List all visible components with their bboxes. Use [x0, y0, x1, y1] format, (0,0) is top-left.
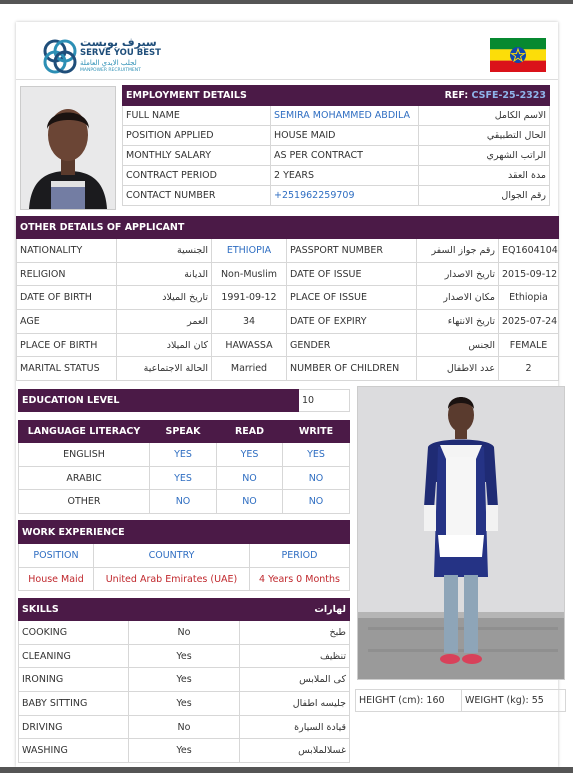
skills-title-ar: لهارات	[240, 599, 350, 621]
brand-name-ar: سيرف يوبست	[80, 36, 157, 49]
education-value: 10	[299, 390, 350, 412]
skill-name: WASHING	[19, 739, 129, 763]
other-details-row	[17, 333, 559, 357]
skill-name-ar: جليسه اطفال	[240, 692, 350, 716]
brand-tag-en: MANPOWER RECRUITMENT	[80, 68, 141, 73]
language-speak: NO	[150, 490, 217, 514]
ref-label: REF:	[444, 90, 469, 101]
language-row	[19, 466, 350, 490]
detail-value: Married	[212, 357, 287, 381]
detail-label-ar: تاريخ الاصدار	[417, 262, 499, 286]
detail-value: FEMALE	[499, 333, 559, 357]
detail-label: RELIGION	[17, 262, 117, 286]
detail-label-ar: رقم جواز السفر	[417, 239, 499, 263]
work-period: 4 Years 0 Months	[250, 567, 350, 591]
language-read: NO	[217, 490, 283, 514]
work-header-period: PERIOD	[250, 544, 350, 568]
skills-table	[18, 598, 350, 763]
skill-row	[19, 644, 350, 668]
language-speak: YES	[150, 443, 217, 467]
employment-row	[123, 166, 550, 186]
language-write: NO	[283, 490, 350, 514]
skill-row	[19, 692, 350, 716]
employment-label-ar: رقم الجوال	[419, 186, 550, 206]
employment-value: SEMIRA MOHAMMED ABDILA	[271, 106, 419, 126]
employment-row	[123, 106, 550, 126]
ref-cell	[419, 86, 550, 106]
education-table	[18, 389, 350, 412]
detail-label: NUMBER OF CHILDREN	[287, 357, 417, 381]
skill-value: Yes	[129, 692, 240, 716]
employment-label: POSITION APPLIED	[123, 126, 271, 146]
ref-value: CSFE-25-2323	[471, 90, 547, 101]
applicant-full-photo	[357, 386, 565, 680]
skill-name: COOKING	[19, 621, 129, 645]
other-details-row	[17, 239, 559, 263]
height-label: HEIGHT (cm):	[359, 695, 424, 706]
detail-value: EQ1604104	[499, 239, 559, 263]
detail-label-ar: الديانة	[117, 262, 212, 286]
employment-row	[123, 186, 550, 206]
employment-label-ar: الاسم الكامل	[419, 106, 550, 126]
detail-value: Non-Muslim	[212, 262, 287, 286]
detail-value: ETHIOPIA	[212, 239, 287, 263]
skills-title: SKILLS	[19, 599, 129, 621]
detail-label-ar: تاريخ الميلاد	[117, 286, 212, 310]
employment-label-ar: الحال التطبيقي	[419, 126, 550, 146]
skill-value: Yes	[129, 739, 240, 763]
bottom-bar	[0, 767, 573, 773]
skill-value: No	[129, 621, 240, 645]
detail-value: 1991-09-12	[212, 286, 287, 310]
skill-name: CLEANING	[19, 644, 129, 668]
language-header: READ	[217, 421, 283, 443]
employment-label: CONTACT NUMBER	[123, 186, 271, 206]
work-position: House Maid	[19, 567, 94, 591]
employment-label: MONTHLY SALARY	[123, 146, 271, 166]
contact-number-link[interactable]: +251962259709	[271, 186, 419, 206]
detail-label-ar: كان الميلاد	[117, 333, 212, 357]
employment-value: AS PER CONTRACT	[271, 146, 419, 166]
skill-row	[19, 739, 350, 763]
full-body-image	[358, 387, 564, 679]
detail-label: DATE OF EXPIRY	[287, 310, 417, 334]
skill-name-ar: طبخ	[240, 621, 350, 645]
detail-label: PASSPORT NUMBER	[287, 239, 417, 263]
applicant-portrait	[20, 86, 116, 210]
employment-details-table	[122, 85, 550, 206]
header-divider	[16, 79, 558, 80]
skill-name-ar: غسلالملابس	[240, 739, 350, 763]
employment-label: FULL NAME	[123, 106, 271, 126]
detail-label-ar: مكان الاصدار	[417, 286, 499, 310]
brand-name-en: SERVE YOU BEST	[80, 48, 161, 58]
weight-value: 55	[531, 695, 544, 706]
brand-tag-ar: لجلب الايدي العاملة	[80, 59, 137, 67]
detail-label: DATE OF BIRTH	[17, 286, 117, 310]
top-bar	[0, 0, 573, 4]
height-value: 160	[426, 695, 445, 706]
skill-value: No	[129, 715, 240, 739]
employment-label-ar: الراتب الشهري	[419, 146, 550, 166]
language-header: WRITE	[283, 421, 350, 443]
detail-label: DATE OF ISSUE	[287, 262, 417, 286]
employment-title: EMPLOYMENT DETAILS	[123, 86, 419, 106]
language-name: ENGLISH	[19, 443, 150, 467]
work-experience-title: WORK EXPERIENCE	[19, 521, 350, 544]
company-logo	[42, 36, 172, 80]
detail-label: AGE	[17, 310, 117, 334]
work-country: United Arab Emirates (UAE)	[94, 567, 250, 591]
other-details-table	[16, 216, 559, 381]
detail-label: MARITAL STATUS	[17, 357, 117, 381]
skill-row	[19, 621, 350, 645]
language-write: NO	[283, 466, 350, 490]
employment-label: CONTRACT PERIOD	[123, 166, 271, 186]
cv-sheet	[16, 22, 558, 767]
detail-label-ar: عدد الاطفال	[417, 357, 499, 381]
skill-name: BABY SITTING	[19, 692, 129, 716]
other-details-title: OTHER DETAILS OF APPLICANT	[17, 217, 559, 239]
detail-value: 2	[499, 357, 559, 381]
detail-label-ar: تاريخ الانتهاء	[417, 310, 499, 334]
skill-row	[19, 715, 350, 739]
education-label: EDUCATION LEVEL	[19, 390, 299, 412]
detail-label: PLACE OF ISSUE	[287, 286, 417, 310]
language-name: OTHER	[19, 490, 150, 514]
language-speak: YES	[150, 466, 217, 490]
detail-value: 34	[212, 310, 287, 334]
detail-value: Ethiopia	[499, 286, 559, 310]
work-experience-table	[18, 520, 350, 591]
detail-label: GENDER	[287, 333, 417, 357]
height-cell	[356, 690, 462, 712]
language-name: ARABIC	[19, 466, 150, 490]
detail-label-ar: الجنسية	[117, 239, 212, 263]
other-details-row	[17, 286, 559, 310]
other-details-row	[17, 310, 559, 334]
employment-label-ar: مدة العقد	[419, 166, 550, 186]
employment-value: 2 YEARS	[271, 166, 419, 186]
measurements-table	[355, 689, 566, 712]
detail-value: HAWASSA	[212, 333, 287, 357]
language-read: YES	[217, 443, 283, 467]
language-read: NO	[217, 466, 283, 490]
detail-label: NATIONALITY	[17, 239, 117, 263]
language-table	[18, 420, 350, 514]
other-details-row	[17, 262, 559, 286]
skill-name: DRIVING	[19, 715, 129, 739]
work-header-country: COUNTRY	[94, 544, 250, 568]
language-write: YES	[283, 443, 350, 467]
ethiopia-flag-icon	[490, 38, 546, 72]
detail-value: 2015-09-12	[499, 262, 559, 286]
skill-value: Yes	[129, 668, 240, 692]
language-header: SPEAK	[150, 421, 217, 443]
weight-label: WEIGHT (kg):	[465, 695, 529, 706]
detail-label-ar: الجنس	[417, 333, 499, 357]
detail-label: PLACE OF BIRTH	[17, 333, 117, 357]
skill-name-ar: قيادة السيارة	[240, 715, 350, 739]
employment-row	[123, 126, 550, 146]
skills-header-blank	[129, 599, 240, 621]
work-header-position: POSITION	[19, 544, 94, 568]
portrait-image	[21, 87, 115, 209]
detail-label-ar: الحالة الاجتماعية	[117, 357, 212, 381]
detail-label-ar: العمر	[117, 310, 212, 334]
skill-name-ar: كى الملابس	[240, 668, 350, 692]
work-row	[19, 567, 350, 591]
skill-name: IRONING	[19, 668, 129, 692]
weight-cell	[462, 690, 566, 712]
skill-row	[19, 668, 350, 692]
employment-value: HOUSE MAID	[271, 126, 419, 146]
detail-value: 2025-07-24	[499, 310, 559, 334]
language-row	[19, 490, 350, 514]
logo-mark-icon	[42, 38, 78, 76]
language-header: LANGUAGE LITERACY	[19, 421, 150, 443]
language-row	[19, 443, 350, 467]
other-details-row	[17, 357, 559, 381]
skill-name-ar: تنظيف	[240, 644, 350, 668]
skill-value: Yes	[129, 644, 240, 668]
employment-row	[123, 146, 550, 166]
